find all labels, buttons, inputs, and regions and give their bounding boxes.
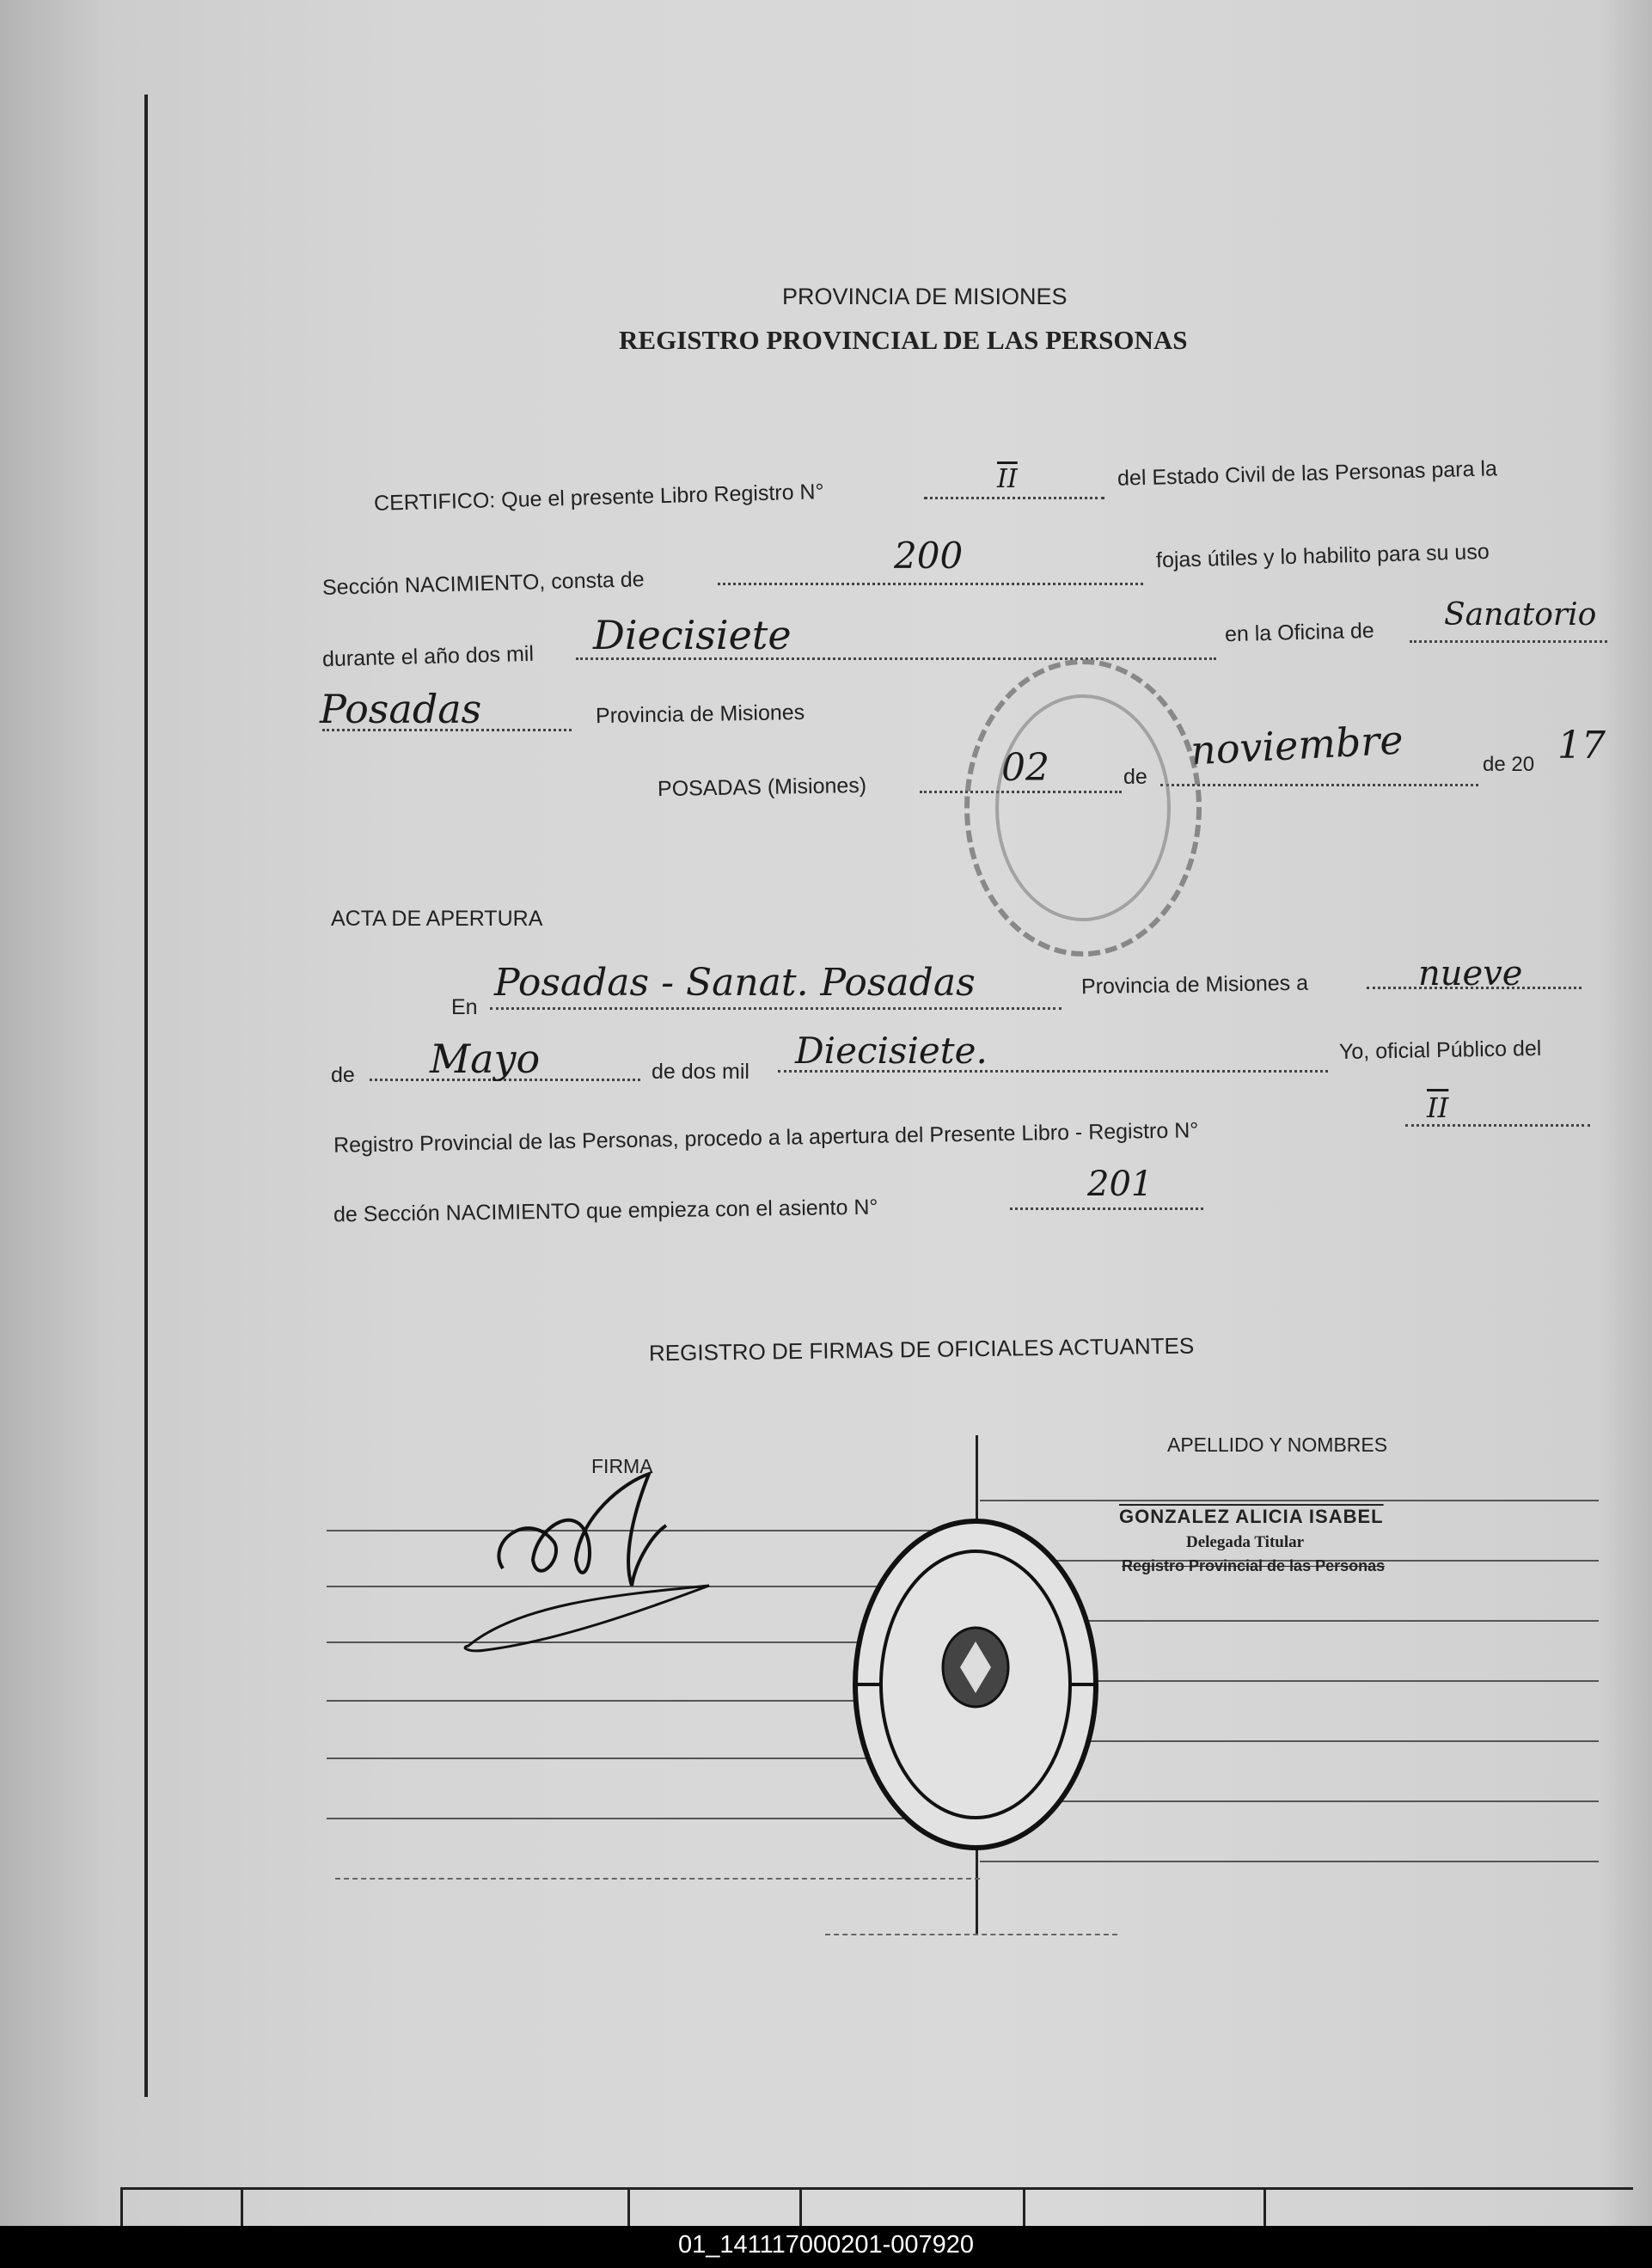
office-hand-2: Posadas bbox=[320, 686, 482, 732]
place-dots bbox=[490, 1007, 1062, 1010]
folios-dots bbox=[718, 583, 1143, 585]
day-words-hand: nueve bbox=[1418, 954, 1523, 993]
opening-year-hand: Diecisiete. bbox=[795, 1030, 988, 1072]
province-heading: PROVINCIA DE MISIONES bbox=[782, 284, 1068, 309]
place-hand: Posadas - Sanat. Posadas bbox=[494, 961, 976, 1005]
opening-book-dots bbox=[1405, 1124, 1590, 1127]
margin-rule bbox=[144, 95, 148, 2097]
opening-month-hand: Mayo bbox=[430, 1036, 541, 1082]
day-hand: 02 bbox=[1001, 746, 1049, 790]
stamp-org: Registro Provincial de las Personas bbox=[1122, 1557, 1386, 1574]
cert-line3-a: durante el año dos mil bbox=[321, 641, 535, 672]
registry-round-stamp bbox=[954, 649, 1212, 967]
next-page-table-edge bbox=[120, 2187, 1633, 2226]
file-id: 01_141117000201-007920 bbox=[677, 2231, 975, 2259]
cert-line2-b: fojas útiles y lo habilito para su uso bbox=[1155, 539, 1490, 573]
opening-prov: Provincia de Misiones a bbox=[1080, 970, 1309, 1000]
ruled-line bbox=[980, 1500, 1599, 1501]
official-oval-seal bbox=[847, 1513, 1104, 1856]
stamp-title: Delegada Titular bbox=[1186, 1533, 1305, 1551]
cert-line4: Provincia de Misiones bbox=[595, 700, 805, 729]
cert-line2-a: Sección NACIMIENTO, consta de bbox=[321, 567, 645, 600]
folios-hand: 200 bbox=[894, 535, 964, 577]
opening-de-dos-mil: de dos mil bbox=[652, 1060, 750, 1084]
col-firma: FIRMA bbox=[591, 1455, 653, 1477]
book-number-hand: $\overline{II}$ bbox=[997, 464, 1018, 494]
cert-line1-b: del Estado Civil de las Personas para la bbox=[1117, 456, 1498, 491]
opening-line3: Registro Provincial de las Personas, procedo a la apertura del Presente Libro - Registro N° bbox=[333, 1118, 1199, 1158]
opening-book-hand: $\overline{II}$ bbox=[1427, 1091, 1449, 1124]
official-signature bbox=[451, 1465, 726, 1672]
signatures-heading: REGISTRO DE FIRMAS DE OFICIALES ACTUANTES bbox=[648, 1332, 1195, 1366]
stamp-name: GONZALEZ ALICIA ISABEL bbox=[1119, 1506, 1384, 1527]
book-number-dots bbox=[924, 497, 1104, 499]
opening-line4: de Sección NACIMIENTO que empieza con el asiento N° bbox=[333, 1195, 878, 1227]
ruled-line bbox=[980, 1861, 1599, 1862]
cert-line1-a: CERTIFICO: Que el presente Libro Registro N° bbox=[373, 480, 824, 516]
entry-number-hand: 201 bbox=[1087, 1165, 1153, 1204]
cert-de-year: de 20 bbox=[1483, 753, 1535, 776]
opening-heading: ACTA DE APERTURA bbox=[331, 907, 543, 931]
page-edge-left bbox=[0, 0, 99, 2226]
month-hand: noviembre bbox=[1189, 716, 1404, 774]
registry-heading: REGISTRO PROVINCIAL DE LAS PERSONAS bbox=[619, 325, 1188, 355]
ruled-line bbox=[335, 1878, 980, 1880]
office-hand-1: Sanatorio bbox=[1444, 597, 1597, 633]
opening-de: de bbox=[331, 1063, 355, 1087]
col-nombres: APELLIDO Y NOMBRES bbox=[1167, 1434, 1388, 1456]
cert-de-1: de bbox=[1123, 765, 1147, 789]
office2-dots bbox=[322, 729, 572, 731]
cert-city: POSADAS (Misiones) bbox=[657, 773, 867, 802]
page-edge-right bbox=[1600, 0, 1652, 2226]
opening-en: En bbox=[451, 995, 478, 1019]
office-dots bbox=[1410, 640, 1607, 643]
opening-oficial: Yo, oficial Público del bbox=[1338, 1036, 1542, 1065]
year-words-hand: Diecisiete bbox=[593, 612, 792, 658]
entry-dots bbox=[1010, 1207, 1203, 1210]
ruled-line bbox=[825, 1934, 1117, 1935]
year-suffix-hand: 17 bbox=[1557, 724, 1606, 767]
cert-line3-b: en la Oficina de bbox=[1224, 618, 1375, 647]
